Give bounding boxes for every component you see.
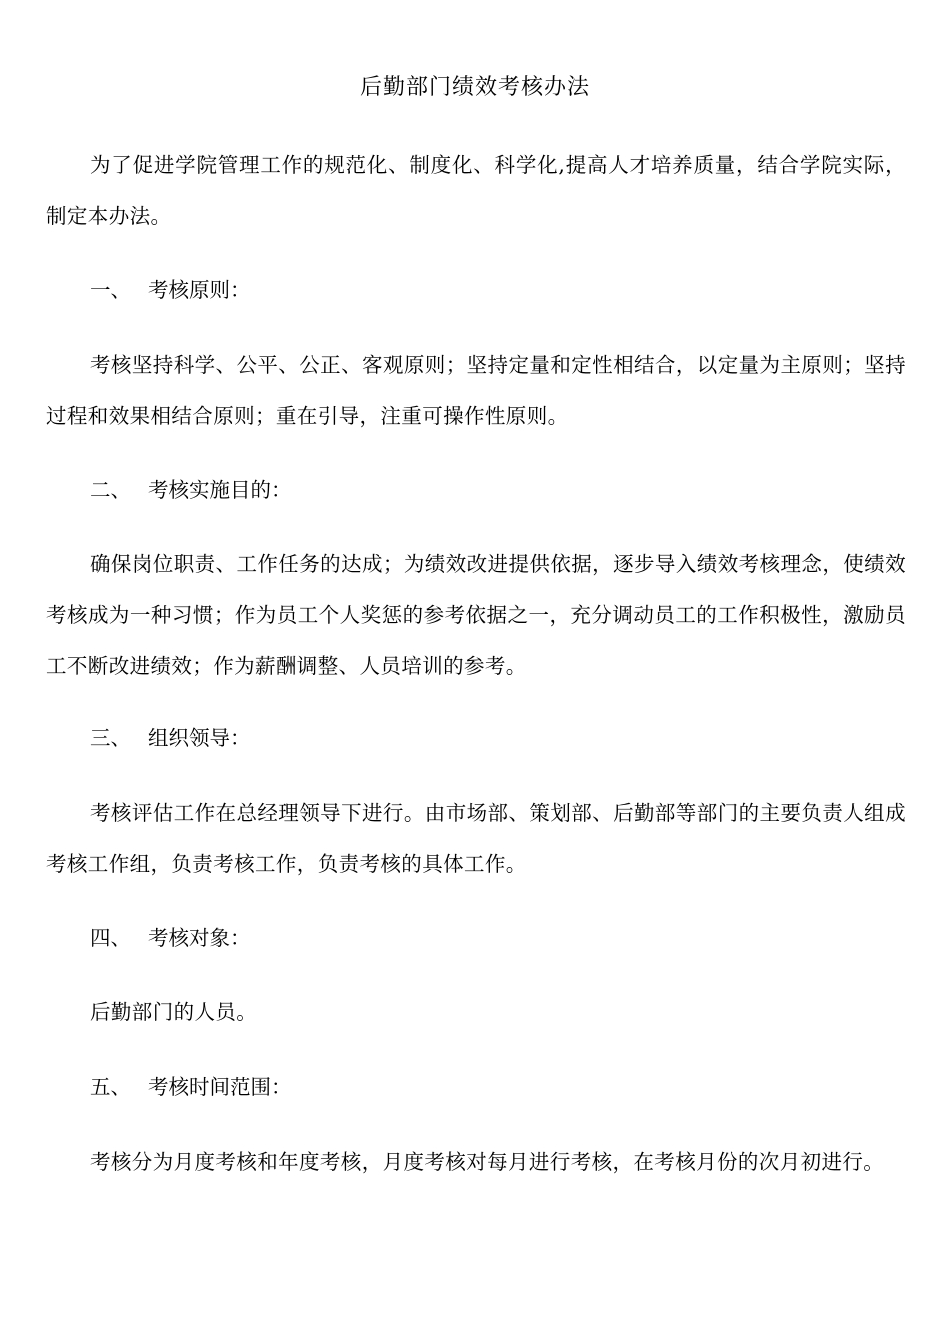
section-body-4: 后勤部门的人员。	[90, 1000, 258, 1024]
section-title-5: 考核时间范围：	[148, 1075, 292, 1099]
section-number-1: 一、	[90, 278, 131, 302]
section-number-2: 二、	[90, 478, 131, 502]
intro-paragraph: 为了促进学院管理工作的规范化、制度化、科学化,提高人才培养质量，结合学院实际，制定本办法。	[46, 153, 906, 228]
section-number-3: 三、	[90, 726, 131, 750]
section-heading-3	[90, 718, 251, 758]
section-heading-4	[90, 918, 251, 958]
section-title-4: 考核对象：	[148, 926, 251, 950]
section-body-3: 考核评估工作在总经理领导下进行。由市场部、策划部、后勤部等部门的主要负责人组成考核工作组，负责考核工作，负责考核的具体工作。	[46, 801, 906, 876]
section-heading-5	[90, 1067, 292, 1107]
section-number-5: 五、	[90, 1075, 131, 1099]
document-title: 后勤部门绩效考核办法	[359, 75, 590, 100]
section-heading-1	[90, 270, 251, 310]
section-title-3: 组织领导：	[148, 726, 251, 750]
section-body-5: 考核分为月度考核和年度考核，月度考核对每月进行考核，在考核月份的次月初进行。	[90, 1150, 885, 1174]
section-number-4: 四、	[90, 926, 131, 950]
section-title-2: 考核实施目的：	[148, 478, 292, 502]
section-body-1: 考核坚持科学、公平、公正、客观原则；坚持定量和定性相结合，以定量为主原则；坚持过程和效果相结合原则；重在引导，注重可操作性原则。	[46, 353, 906, 428]
section-title-1: 考核原则：	[148, 278, 251, 302]
section-heading-2	[90, 470, 292, 510]
section-body-2: 确保岗位职责、工作任务的达成；为绩效改进提供依据，逐步导入绩效考核理念，使绩效考核成为一种习惯；作为员工个人奖惩的参考依据之一，充分调动员工的工作积极性，激励员工不断改进绩效；作为薪酬调整、人员培训的参考。	[46, 552, 906, 678]
